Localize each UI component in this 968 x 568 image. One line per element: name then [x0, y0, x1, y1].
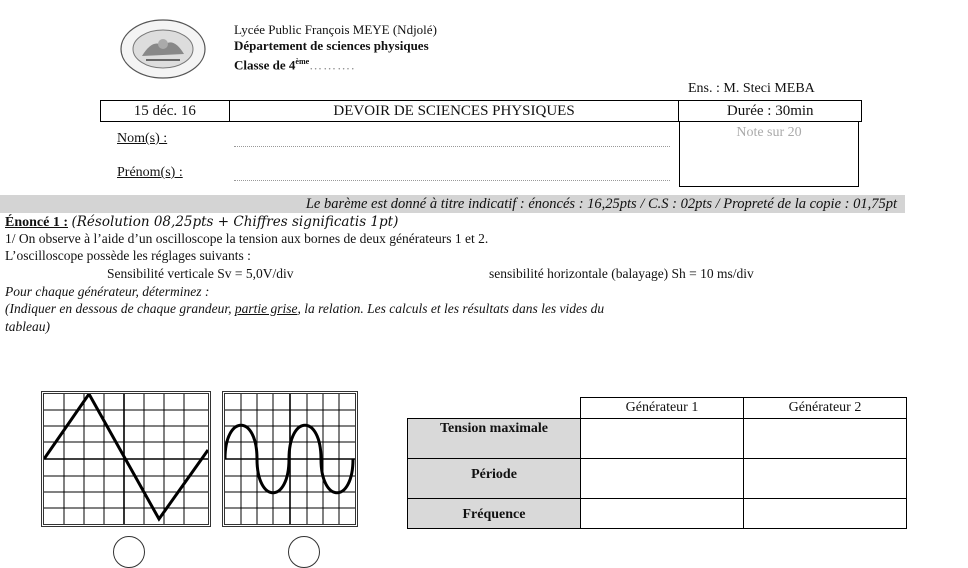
- class-dots: ……….: [309, 57, 356, 73]
- cell-frequence-gen1[interactable]: [581, 499, 744, 529]
- cell-frequence-gen2[interactable]: [744, 499, 907, 529]
- class-sup: ème: [295, 57, 310, 66]
- results-table: [407, 397, 907, 529]
- school-header: [234, 22, 437, 73]
- oscillogram-generator-1: [41, 391, 211, 527]
- school-name: Lycée Public François MEYE (Ndjolé): [234, 22, 437, 37]
- cell-periode-gen1[interactable]: [581, 459, 744, 499]
- cell-tension-gen2[interactable]: [744, 419, 907, 459]
- exam-date: 15 déc. 16: [101, 101, 230, 121]
- note-box[interactable]: [679, 121, 859, 187]
- prenom-field[interactable]: [234, 180, 670, 181]
- enonce-title-line: [5, 214, 398, 231]
- triangle-waveform: [44, 394, 208, 519]
- row-label-frequence: Fréquence: [408, 499, 581, 529]
- enonce-line2: L’oscilloscope possède les réglages suivants :: [5, 248, 251, 263]
- bareme-banner: Le barème est donné à titre indicatif : énoncés : 16,25pts / C.S : 02pts / Propreté de la copie : 01,75pt: [0, 195, 905, 213]
- nom-label: Nom(s) :: [117, 131, 168, 146]
- department: Département de sciences physiques: [234, 38, 429, 53]
- school-logo: [118, 18, 208, 80]
- row-label-tension: Tension maximale: [408, 419, 581, 459]
- label-circle-2: [288, 536, 320, 568]
- cell-periode-gen2[interactable]: [744, 459, 907, 499]
- exam-title: DEVOIR DE SCIENCES PHYSIQUES: [230, 101, 680, 121]
- exam-duration: Durée : 30min: [726, 103, 814, 119]
- col-header-generator-1: Générateur 1: [581, 398, 744, 419]
- cell-tension-gen1[interactable]: [581, 419, 744, 459]
- enonce-line3: Pour chaque générateur, déterminez :: [5, 284, 210, 299]
- sensibility-vertical: Sensibilité verticale Sv = 5,0V/div: [107, 266, 294, 281]
- row-label-periode: Période: [408, 459, 581, 499]
- teacher-name: Ens. : M. Steci MEBA: [688, 81, 815, 96]
- col-header-generator-2: Générateur 2: [744, 398, 907, 419]
- oscillogram-generator-2: [222, 391, 358, 527]
- nom-field[interactable]: [234, 146, 670, 147]
- note-label: Note sur 20: [736, 125, 802, 140]
- label-circle-1: [113, 536, 145, 568]
- prenom-label: Prénom(s) :: [117, 165, 183, 180]
- enonce-line5: tableau): [5, 319, 50, 334]
- enonce-line4: (Indiquer en dessous de chaque grandeur, partie grise, la relation. Les calculs et les résultats dans les vides du: [5, 301, 605, 316]
- enonce-points: (Résolution 08,25pts + Chiffres significatis 1pt): [71, 214, 399, 230]
- enonce-title: Énoncé 1 :: [5, 215, 68, 230]
- class-label: Classe de 4: [234, 57, 296, 73]
- exam-header: [100, 100, 862, 122]
- sensibility-horizontal: sensibilité horizontale (balayage) Sh = 10 ms/div: [489, 266, 754, 281]
- enonce-line1: 1/ On observe à l’aide d’un oscilloscope la tension aux bornes de deux générateurs 1 et 2.: [5, 231, 489, 246]
